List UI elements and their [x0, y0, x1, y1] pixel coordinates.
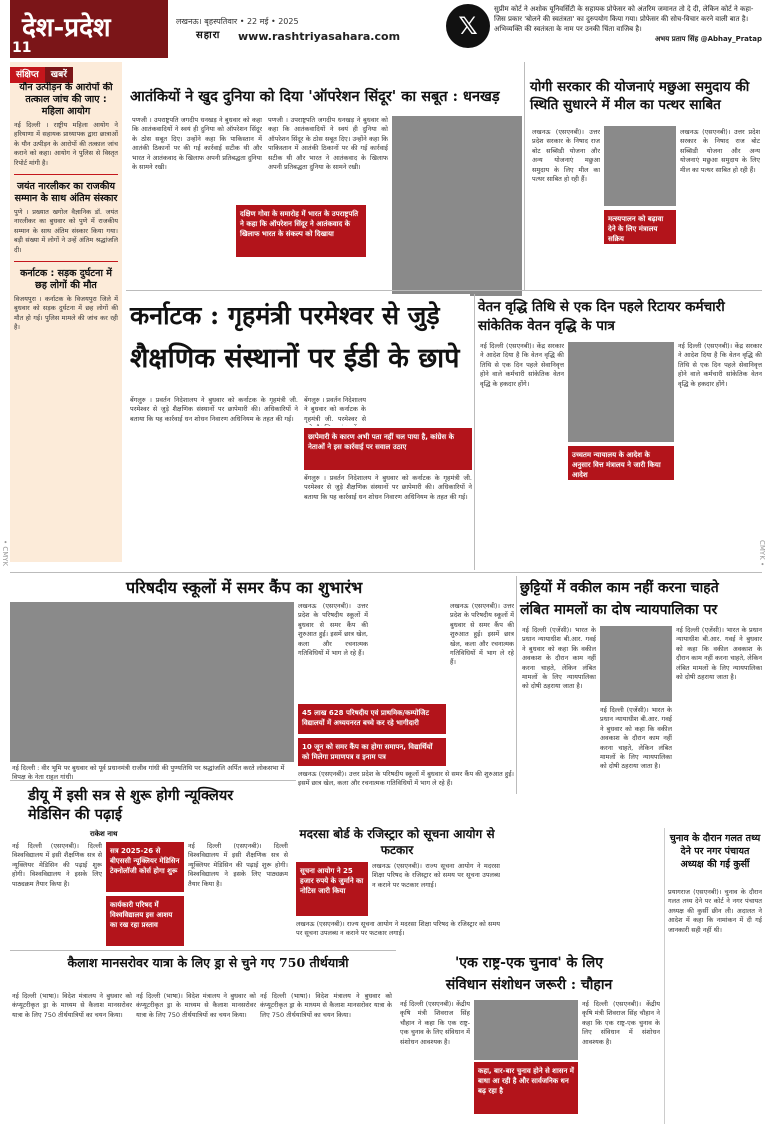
- yogi-body-col1: लखनऊ (एसएनबी)। उत्तर प्रदेश सरकार के निषाद राज बोट सब्सिडी योजना और अन्य योजनाएं मछुआ समुदाय के लिए मील का पत्थर साबित हो रही हैं।: [532, 128, 600, 184]
- chouhan-photo: [474, 1000, 578, 1060]
- row-divider: [10, 780, 296, 781]
- yogi-headline: योगी सरकार की योजनाएं मछुआ समुदाय की स्थिति सुधारने में मील का पत्थर साबित: [530, 79, 750, 113]
- sidebar-items: [14, 82, 118, 552]
- brief-divider: [14, 174, 118, 175]
- col-divider: [524, 62, 525, 290]
- camp-body-col1: लखनऊ (एसएनबी)। उत्तर प्रदेश के परिषदीय स्कूलों में बुधवार से समर कैंप की शुरुआत हुई। इसमें छात्र खेल, कला और रचनात्मक गतिविधियों में भाग ले रहे हैं।: [298, 602, 368, 658]
- cmyk-mark-right: CMYK •: [758, 540, 766, 567]
- brief-1-text: नई दिल्ली । राष्ट्रीय महिला आयोग ने हरियाणा में सहायक प्राध्यापक द्वारा छात्राओं के यौन उत्पीड़न के आरोपों की तत्काल जांच कराने को कहा। आयोग ने पुलिस से विस्तृत रिपोर्ट मांगी है।: [14, 121, 118, 167]
- salary-body-col1: नई दिल्ली (एसएनबी)। केंद्र सरकार ने आदेश दिया है कि वेतन वृद्धि की तिथि से एक दिन पहले सेवानिवृत्त होने वाले कर्मचारी सांकेतिक वेतन वृद्धि के हकदार होंगे।: [480, 342, 564, 388]
- election-headline: चुनाव के दौरान गलत तथ्य देने पर नगर पंचायत अध्यक्ष की गई कुर्सी: [669, 833, 761, 870]
- madrasa-headline: मदरसा बोर्ड के रजिस्ट्रार को सूचना आयोग से फटकार: [299, 827, 495, 857]
- brief-2-title: जयंत नारलीकर का राजकीय सम्मान के साथ अंतिम संस्कार: [14, 181, 118, 205]
- nuclear-body-col1: नई दिल्ली (एसएनबी)। दिल्ली विश्वविद्यालय में इसी शैक्षणिक सत्र से न्यूक्लियर मेडिसिन की पढ़ाई शुरू होगी। विश्वविद्यालय ने इसके लिए पाठ्यक्रम तैयार किया है।: [12, 842, 102, 888]
- main-callout: दक्षिण गोवा के समारोह में भारत के उपराष्ट्रपति ने कहा कि ऑपरेशन सिंदूर ने आतंकवाद के खिलाफ भारत के संकल्प को दिखाया: [236, 205, 366, 257]
- onoe-body-col2: नई दिल्ली (एसएनबी)। केंद्रीय कृषि मंत्री शिवराज सिंह चौहान ने कहा कि एक राष्ट्र-एक चुनाव के लिए संविधान में संशोधन आवश्यक है।: [582, 1000, 660, 1046]
- karnataka-headline-1: कर्नाटक : गृहमंत्री परमेश्वर से जुड़े: [130, 301, 440, 330]
- main-photo: [392, 116, 522, 296]
- x-logo-icon: 𝕏: [446, 4, 490, 48]
- row-divider: [10, 950, 396, 951]
- salary-caption: उच्चतम न्यायालय के आदेश के अनुसार वित्त मंत्रालय ने जारी किया आदेश: [568, 446, 674, 480]
- camp-box-1: 45 लाख 628 परिषदीय एवं प्राथमिक/कम्पोजिट विद्यालयों में अध्ययनरत बच्चे कर रहे भागीदारी: [298, 704, 446, 734]
- col-divider: [474, 294, 475, 570]
- cji-photo: [600, 626, 672, 702]
- sidebar-header: [10, 62, 122, 78]
- x-quote: सुप्रीम कोर्ट ने अशोक यूनिवर्सिटी के सहायक प्रोफेसर को अंतरिम जमानत तो दे दी, लेकिन कोर्ट ने कहा- जिस प्रकार 'बोलने की स्वतंत्रता' का दुरुपयोग किया गया। प्रोफेसर की सोच-विचार करने वाली बात है। अभिव्यक्ति की स्वतंत्रता के नाम पर उनकी चिंता वाजिब है। अभय प्रताप सिंह @Abhay_Pratap: [494, 5, 762, 43]
- kailash-headline: कैलाश मानसरोवर यात्रा के लिए ड्रा से चुने गए 750 तीर्थयात्री: [67, 955, 349, 970]
- row-divider: [126, 290, 762, 291]
- onoe-headline-2: संविधान संशोधन जरूरी : चौहान: [445, 977, 613, 993]
- publication-line: लखनऊ। बृहस्पतिवार • 22 मई • 2025: [176, 17, 299, 26]
- camp-body-col3: लखनऊ (एसएनबी)। उत्तर प्रदेश के परिषदीय स्कूलों में बुधवार से समर कैंप की शुरुआत हुई। इसमें छात्र खेल, कला और रचनात्मक गतिविधियों में भाग ले रहे हैं।: [450, 602, 514, 667]
- lawyer-body-col3: नई दिल्ली (एजेंसी)। भारत के प्रधान न्यायाधीश बी.आर. गवई ने बुधवार को कहा कि वकील अवकाश के दौरान काम नहीं करना चाहते, लेकिन लंबित मामलों के लिए न्यायपालिका को दोषी ठहराया जाता है।: [676, 626, 762, 682]
- camp-body-col2: लखनऊ (एसएनबी)। उत्तर प्रदेश के परिषदीय स्कूलों में बुधवार से समर कैंप की शुरुआत हुई। इसमें छात्र खेल, कला और रचनात्मक गतिविधियों में भाग ले रहे हैं।: [298, 770, 514, 788]
- nuclear-box-2: कार्यकारी परिषद में विश्वविद्यालय इस आशय का रख रहा प्रस्ताव: [106, 896, 184, 946]
- yogi-caption: मत्स्यपालन को बढ़ावा देने के लिए मंत्रालय सक्रिय: [604, 210, 676, 244]
- brief-1-title: यौन उत्पीड़न के आरोपों की तत्काल जांच की जाए : महिला आयोग: [19, 82, 113, 117]
- main-body-col1: पणजी । उपराष्ट्रपति जगदीप धनखड़ ने बुधवार को कहा कि आतंकवादियों ने स्वयं ही दुनिया को ऑपरेशन सिंदूर के ठोस सबूत दिए। उन्होंने कहा कि पाकिस्तान में आतंकी ठिकानों पर की गई कार्रवाई सटीक थी और भारत ने आतंकवाद के खिलाफ अपनी प्रतिबद्धता दुनिया के सामने रखी।: [132, 116, 262, 172]
- madrasa-box: सूचना आयोग ने 25 हजार रुपये के जुर्माने का नोटिस जारी किया: [296, 862, 368, 916]
- karnataka-body-col2: बेंगलुरु । प्रवर्तन निदेशालय ने बुधवार को कर्नाटक के गृहमंत्री जी. परमेश्वर से: [304, 396, 366, 423]
- nuclear-byline: राकेश नाथ: [90, 830, 118, 838]
- camp-headline: परिषदीय स्कूलों में समर कैंप का शुभारंभ: [126, 578, 363, 597]
- onoe-body-col1: नई दिल्ली (एसएनबी)। केंद्रीय कृषि मंत्री शिवराज सिंह चौहान ने कहा कि एक राष्ट्र-एक चुनाव के लिए संविधान में संशोधन आवश्यक है।: [400, 1000, 470, 1046]
- onoe-headline-1: 'एक राष्ट्र-एक चुनाव' के लिए: [454, 955, 604, 971]
- brand-name: सहारा: [196, 30, 221, 41]
- minister-photo: [604, 126, 676, 206]
- photo-caption: नई दिल्ली : वीर भूमि पर बुधवार को पूर्व प्रधानमंत्री राजीव गांधी की पुण्यतिथि पर श्रद्धांजलि अर्पित करते लोकसभा में विपक्ष के नेता राहुल गांधी।: [12, 764, 285, 781]
- lawyer-headline-2: लंबित मामलों का दोष न्यायपालिका पर: [520, 602, 718, 618]
- camp-box-2: 10 जून को समर कैंप का होगा समापन, विद्यार्थियों को मिलेगा प्रमाणपत्र व इनाम पत्र: [298, 738, 446, 766]
- nuclear-box-1: सत्र 2025-26 से बीएससी न्यूक्लियर मेडिसिन टेक्नोलॉजी कोर्स होगा शुरू: [106, 842, 184, 892]
- nuclear-body-col2: नई दिल्ली (एसएनबी)। दिल्ली विश्वविद्यालय में इसी शैक्षणिक सत्र से न्यूक्लियर मेडिसिन की पढ़ाई शुरू होगी। विश्वविद्यालय ने इसके लिए पाठ्यक्रम तैयार किया है।: [188, 842, 288, 888]
- page-number: 11: [12, 40, 32, 56]
- rahul-gandhi-photo: [10, 602, 294, 762]
- section-title: देश-प्रदेश: [22, 13, 111, 43]
- nuclear-headline: डीयू में इसी सत्र से शुरू होगी न्यूक्लियर मेडिसिन की पढ़ाई: [28, 787, 234, 823]
- x-handle: अभय प्रताप सिंह @Abhay_Pratap: [654, 35, 762, 43]
- salary-body-col2: नई दिल्ली (एसएनबी)। केंद्र सरकार ने आदेश दिया है कि वेतन वृद्धि की तिथि से एक दिन पहले सेवानिवृत्त होने वाले कर्मचारी सांकेतिक वेतन वृद्धि के हकदार होंगे।: [678, 342, 762, 388]
- brief-3-text: विजयपुरा । कर्नाटक के विजयपुरा जिले में बुधवार को सड़क दुर्घटना में छह लोगों की मौत हो गई। पुलिस मामले की जांच कर रही है।: [14, 295, 118, 332]
- brief-2-text: पुणे । प्रख्यात खगोल वैज्ञानिक डॉ. जयंत नारलीकर का बुधवार को पुणे में राजकीय सम्मान के साथ अंतिम संस्कार किया गया। बड़ी संख्या में लोगों ने उन्हें अंतिम श्रद्धांजलि दी।: [14, 208, 118, 254]
- cmyk-mark-left: • CMYK: [1, 540, 9, 567]
- onoe-caption: कहा, बार-बार चुनाव होने से शासन में बाधा आ रही है और सार्वजनिक धन बढ़ रहा है: [474, 1062, 578, 1114]
- kailash-body-col1: नई दिल्ली (भाषा)। विदेश मंत्रालय ने बुधवार को कंप्यूटरीकृत ड्रा के माध्यम से कैलाश मानसरोवर यात्रा के लिए 750 तीर्थयात्रियों का चयन किया।: [12, 992, 132, 1019]
- karnataka-headline-2: शैक्षणिक संस्थानों पर ईडी के छापे: [130, 343, 460, 374]
- brief-divider: [14, 261, 118, 262]
- tag-brief: संक्षिप्त: [10, 67, 45, 83]
- lawyer-body-col1: नई दिल्ली (एजेंसी)। भारत के प्रधान न्यायाधीश बी.आर. गवई ने बुधवार को कहा कि वकील अवकाश के दौरान काम नहीं करना चाहते, लेकिन लंबित मामलों के लिए न्यायपालिका को दोषी ठहराया जाता है।: [522, 626, 596, 691]
- col-divider: [516, 576, 517, 794]
- election-body: प्रयागराज (एसएनबी)। चुनाव के दौरान गलत तथ्य देने पर कोर्ट ने नगर पंचायत अध्यक्ष की कुर्सी छीन ली। अदालत ने आदेश में कहा कि नामांकन में दी गई जानकारी सही नहीं थी।: [668, 888, 762, 934]
- main-body-col2: पणजी । उपराष्ट्रपति जगदीप धनखड़ ने बुधवार को कहा कि आतंकवादियों ने स्वयं ही दुनिया को ऑपरेशन सिंदूर के ठोस सबूत दिए। उन्होंने कहा कि पाकिस्तान में आतंकी ठिकानों पर की गई कार्रवाई सटीक थी और भारत ने आतंकवाद के खिलाफ अपनी प्रतिबद्धता दुनिया के सामने रखी।: [268, 116, 388, 172]
- karnataka-callout: छापेमारी के कारण अभी पता नहीं चल पाया है, कांग्रेस के नेताओं ने इस कार्रवाई पर सवाल उठाए: [304, 428, 472, 470]
- karnataka-body-col3: बेंगलुरु । प्रवर्तन निदेशालय ने बुधवार को कर्नाटक के गृहमंत्री जी. परमेश्वर से जुड़े शैक्षणिक संस्थानों पर छापेमारी की। अधिकारियों ने बताया कि यह कार्रवाई धन शोधन निवारण अधिनियम के तहत की गई।: [304, 474, 472, 501]
- brief-3-title: कर्नाटक : सड़क दुर्घटना में छह लोगों की मौत: [20, 268, 112, 292]
- kailash-body-col3: नई दिल्ली (भाषा)। विदेश मंत्रालय ने बुधवार को कंप्यूटरीकृत ड्रा के माध्यम से कैलाश मानसरोवर यात्रा के लिए 750 तीर्थयात्रियों का चयन किया।: [260, 992, 392, 1019]
- main-headline: आतंकियों ने खुद दुनिया को दिया 'ऑपरेशन सिंदूर' का सबूत : धनखड़: [130, 88, 500, 105]
- lawyer-body-col2: नई दिल्ली (एजेंसी)। भारत के प्रधान न्यायाधीश बी.आर. गवई ने बुधवार को कहा कि वकील अवकाश के दौरान काम नहीं करना चाहते, लेकिन लंबित मामलों के लिए न्यायपालिका को दोषी ठहराया जाता है।: [600, 706, 672, 771]
- karnataka-body-col1: बेंगलुरु । प्रवर्तन निदेशालय ने बुधवार को कर्नाटक के गृहमंत्री जी. परमेश्वर से जुड़े शैक्षणिक संस्थानों पर छापेमारी की। अधिकारियों ने बताया कि यह कार्रवाई धन शोधन निवारण अधिनियम के तहत की गई।: [130, 396, 298, 423]
- salary-headline: वेतन वृद्धि तिथि से एक दिन पहले रिटायर कर्मचारी सांकेतिक वेतन वृद्धि के पात्र: [478, 299, 725, 334]
- kailash-body-col2: नई दिल्ली (भाषा)। विदेश मंत्रालय ने बुधवार को कंप्यूटरीकृत ड्रा के माध्यम से कैलाश मानसरोवर यात्रा के लिए 750 तीर्थयात्रियों का चयन किया।: [136, 992, 256, 1019]
- yogi-body-col2: लखनऊ (एसएनबी)। उत्तर प्रदेश सरकार के निषाद राज बोट सब्सिडी योजना और अन्य योजनाएं मछुआ समुदाय के लिए मील का पत्थर साबित हो रही हैं।: [680, 128, 760, 174]
- tag-news: खबरें: [45, 67, 73, 83]
- website-link[interactable]: www.rashtriyasahara.com: [238, 30, 401, 43]
- madrasa-body-col1: लखनऊ (एसएनबी)। राज्य सूचना आयोग ने मदरसा शिक्षा परिषद के रजिस्ट्रार को समय पर सूचना उपलब्ध न कराने पर फटकार लगाई।: [372, 862, 500, 889]
- lawyer-headline-1: छुट्टियों में वकील काम नहीं करना चाहते: [520, 580, 719, 596]
- court-photo: [568, 342, 674, 442]
- madrasa-body-col2: लखनऊ (एसएनबी)। राज्य सूचना आयोग ने मदरसा शिक्षा परिषद के रजिस्ट्रार को समय पर सूचना उपलब्ध न कराने पर फटकार लगाई।: [296, 920, 500, 938]
- row-divider: [10, 572, 762, 573]
